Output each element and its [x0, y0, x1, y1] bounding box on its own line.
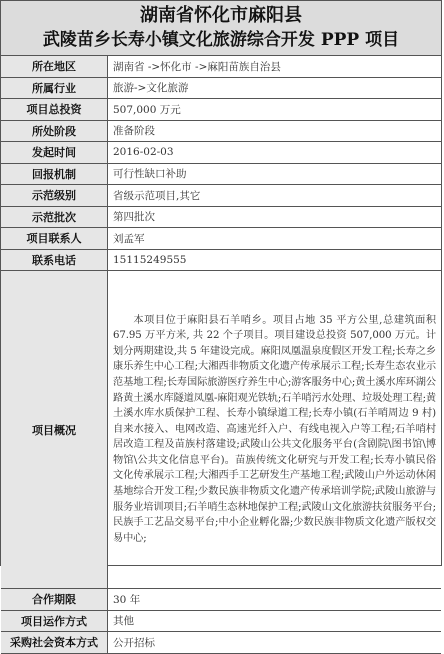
table-row: [1, 163, 441, 185]
field-value: 准备阶段: [108, 120, 442, 142]
field-value: 30 年: [108, 589, 442, 611]
table-row: [1, 589, 441, 611]
table-row: [1, 632, 441, 654]
field-label: 项目联系人: [1, 228, 108, 250]
field-label: 采购社会资本方式: [1, 632, 108, 654]
field-value: 湖南省 ->怀化市 ->麻阳苗族自治县: [108, 56, 442, 77]
table-row: [1, 249, 441, 271]
table-row: [1, 185, 441, 207]
table-row: [1, 142, 441, 164]
field-label: 回报机制: [1, 163, 108, 185]
table-row: [1, 610, 441, 632]
project-overview-cell: [108, 271, 442, 589]
table-row: [1, 77, 441, 99]
table-row: [1, 271, 441, 589]
field-label: 所处阶段: [1, 120, 108, 142]
field-value: 可行性缺口补助: [108, 163, 442, 185]
project-overview-text: 本项目位于麻阳县石羊哨乡。项目占地 35 平方公里,总建筑面积 67.95 万平方米, 共 22 个子项目。项目建设总投资 507,000 万元。计划分两期建设,共 5 年建设完成。麻阳凤凰温泉度假区开发工程;长寿之乡康乐养生中心工程;大湘西非物质文化遗产传承展示工程;长寿生态农业示范基地工程;长寿国际旅游医疗养生中心;游客服务中心;黄土溪水库环湖公路黄土溪水库隧道凤凰-麻阳观光铁轨;石羊哨污水处理、垃圾处理工程;黄土溪水库水质保护工程、长寿小镇绿道工程;长寿小镇(石羊哨周边 9 村)自来水接入、电网改造、高速光纤入户、有线电视入户等工程;石羊哨村居改造工程及苗族村落建设;武陵山公共文化服务平台(含剧院\图书馆\博物馆\公共文化信息平台)。苗族传统文化研究与开发工程;长寿小镇民俗文化传承展示工程;大湘西手工艺研发生产基地工程;武陵山户外运动休闲基地综合开发工程;少数民族非物质文化遗产传承培训学院;武陵山旅游与服务业培训项目;石羊哨生态林地保护工程;武陵山文化旅游扶贫服务平台;民族手工艺品交易平台;中小企业孵化器;少数民族非物质文化遗产版权交易中心;: [113, 314, 436, 544]
field-label: 示范批次: [1, 206, 108, 228]
table-row: [1, 120, 441, 142]
field-label: 项目运作方式: [1, 610, 108, 632]
field-label: 项目总投资: [1, 99, 108, 121]
title-project-name: 武陵苗乡长寿小镇文化旅游综合开发 PPP 项目: [42, 30, 400, 50]
field-value: 旅游->文化旅游: [108, 77, 442, 99]
field-label: 发起时间: [1, 142, 108, 164]
field-value: 公开招标: [108, 632, 442, 654]
table-row: [1, 56, 441, 77]
field-label: 合作期限: [1, 589, 108, 611]
table-row: [1, 206, 441, 228]
field-value: 第四批次: [108, 206, 442, 228]
field-label: 联系电话: [1, 249, 108, 271]
title-location: 湖南省怀化市麻阳县: [140, 5, 302, 26]
project-title-banner: [1, 1, 441, 56]
field-value: 15115249555: [108, 249, 442, 271]
field-value: 其他: [108, 610, 442, 632]
table-row: [1, 228, 441, 250]
field-label: 示范级别: [1, 185, 108, 207]
field-label: 项目概况: [1, 271, 108, 589]
field-value: 刘孟军: [108, 228, 442, 250]
field-value: 省级示范项目,其它: [108, 185, 442, 207]
field-label: 所在地区: [1, 56, 108, 77]
table-row: [1, 99, 441, 121]
field-value: 2016-02-03: [108, 142, 442, 164]
field-value: 507,000 万元: [108, 99, 442, 121]
field-label: 所属行业: [1, 77, 108, 99]
project-info-table: [1, 56, 441, 654]
